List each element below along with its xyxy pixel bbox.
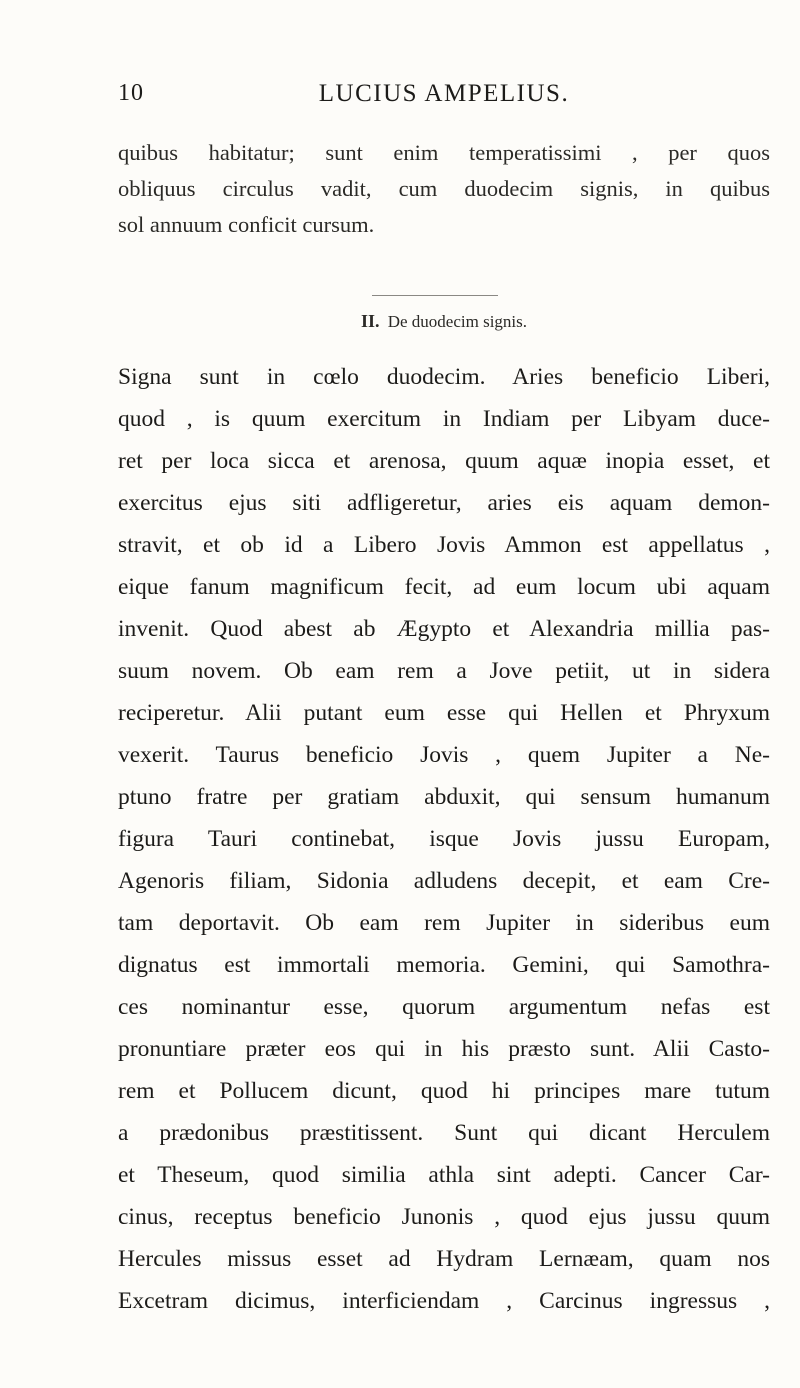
text-line: vexerit. Taurus beneficio Jovis , quem Jupiter a Ne- xyxy=(118,742,770,768)
section-heading xyxy=(118,311,770,332)
text-line: reciperetur. Alii putant eum esse qui Hellen et Phryxum xyxy=(118,700,770,726)
text-line: invenit. Quod abest ab Ægypto et Alexandria millia pas- xyxy=(118,616,770,642)
text-line: et Theseum, quod similia athla sint adepti. Cancer Car- xyxy=(118,1162,770,1188)
page-number: 10 xyxy=(118,80,144,106)
text-line: figura Tauri continebat, isque Jovis jussu Europam, xyxy=(118,826,770,852)
text-line: ces nominantur esse, quorum argumentum nefas est xyxy=(118,994,770,1020)
text-line: Excetram dicimus, interficiendam , Carcinus ingressus , xyxy=(118,1288,770,1314)
text-line: pronuntiare præter eos qui in his præsto sunt. Alii Casto- xyxy=(118,1036,770,1062)
text-line: stravit, et ob id a Libero Jovis Ammon est appellatus , xyxy=(118,532,770,558)
text-line: Hercules missus esset ad Hydram Lernæam, quam nos xyxy=(118,1246,770,1272)
text-line: Agenoris filiam, Sidonia adludens decepit, et eam Cre- xyxy=(118,868,770,894)
text-line: ptuno fratre per gratiam abduxit, qui sensum humanum xyxy=(118,784,770,810)
text-line: quibus habitatur; sunt enim temperatissimi , per quos xyxy=(118,140,770,165)
text-line: Signa sunt in cœlo duodecim. Aries beneficio Liberi, xyxy=(118,364,770,390)
text-line: cinus, receptus beneficio Junonis , quod ejus jussu quum xyxy=(118,1204,770,1230)
text-line: exercitus ejus siti adfligeretur, aries eis aquam demon- xyxy=(118,490,770,516)
text-line: dignatus est immortali memoria. Gemini, qui Samothra- xyxy=(118,952,770,978)
text-line: suum novem. Ob eam rem a Jove petiit, ut in sidera xyxy=(118,658,770,684)
text-line: eique fanum magnificum fecit, ad eum locum ubi aquam xyxy=(118,574,770,600)
section-divider xyxy=(372,295,498,296)
text-line: a prædonibus præstitissent. Sunt qui dicant Herculem xyxy=(118,1120,770,1146)
section-number: II. xyxy=(360,311,380,331)
text-line: sol annuum conficit cursum. xyxy=(118,212,375,237)
text-line: quod , is quum exercitum in Indiam per Libyam duce- xyxy=(118,406,770,432)
text-line: tam deportavit. Ob eam rem Jupiter in sideribus eum xyxy=(118,910,770,936)
running-head xyxy=(118,80,770,120)
text-line: rem et Pollucem dicunt, quod hi principes mare tutum xyxy=(118,1078,770,1104)
text-line: ret per loca sicca et arenosa, quum aquæ inopia esset, et xyxy=(118,448,770,474)
text-line: obliquus circulus vadit, cum duodecim signis, in quibus xyxy=(118,176,770,201)
running-title: LUCIUS AMPELIUS. xyxy=(318,80,570,107)
section-title: De duodecim signis. xyxy=(387,312,528,331)
